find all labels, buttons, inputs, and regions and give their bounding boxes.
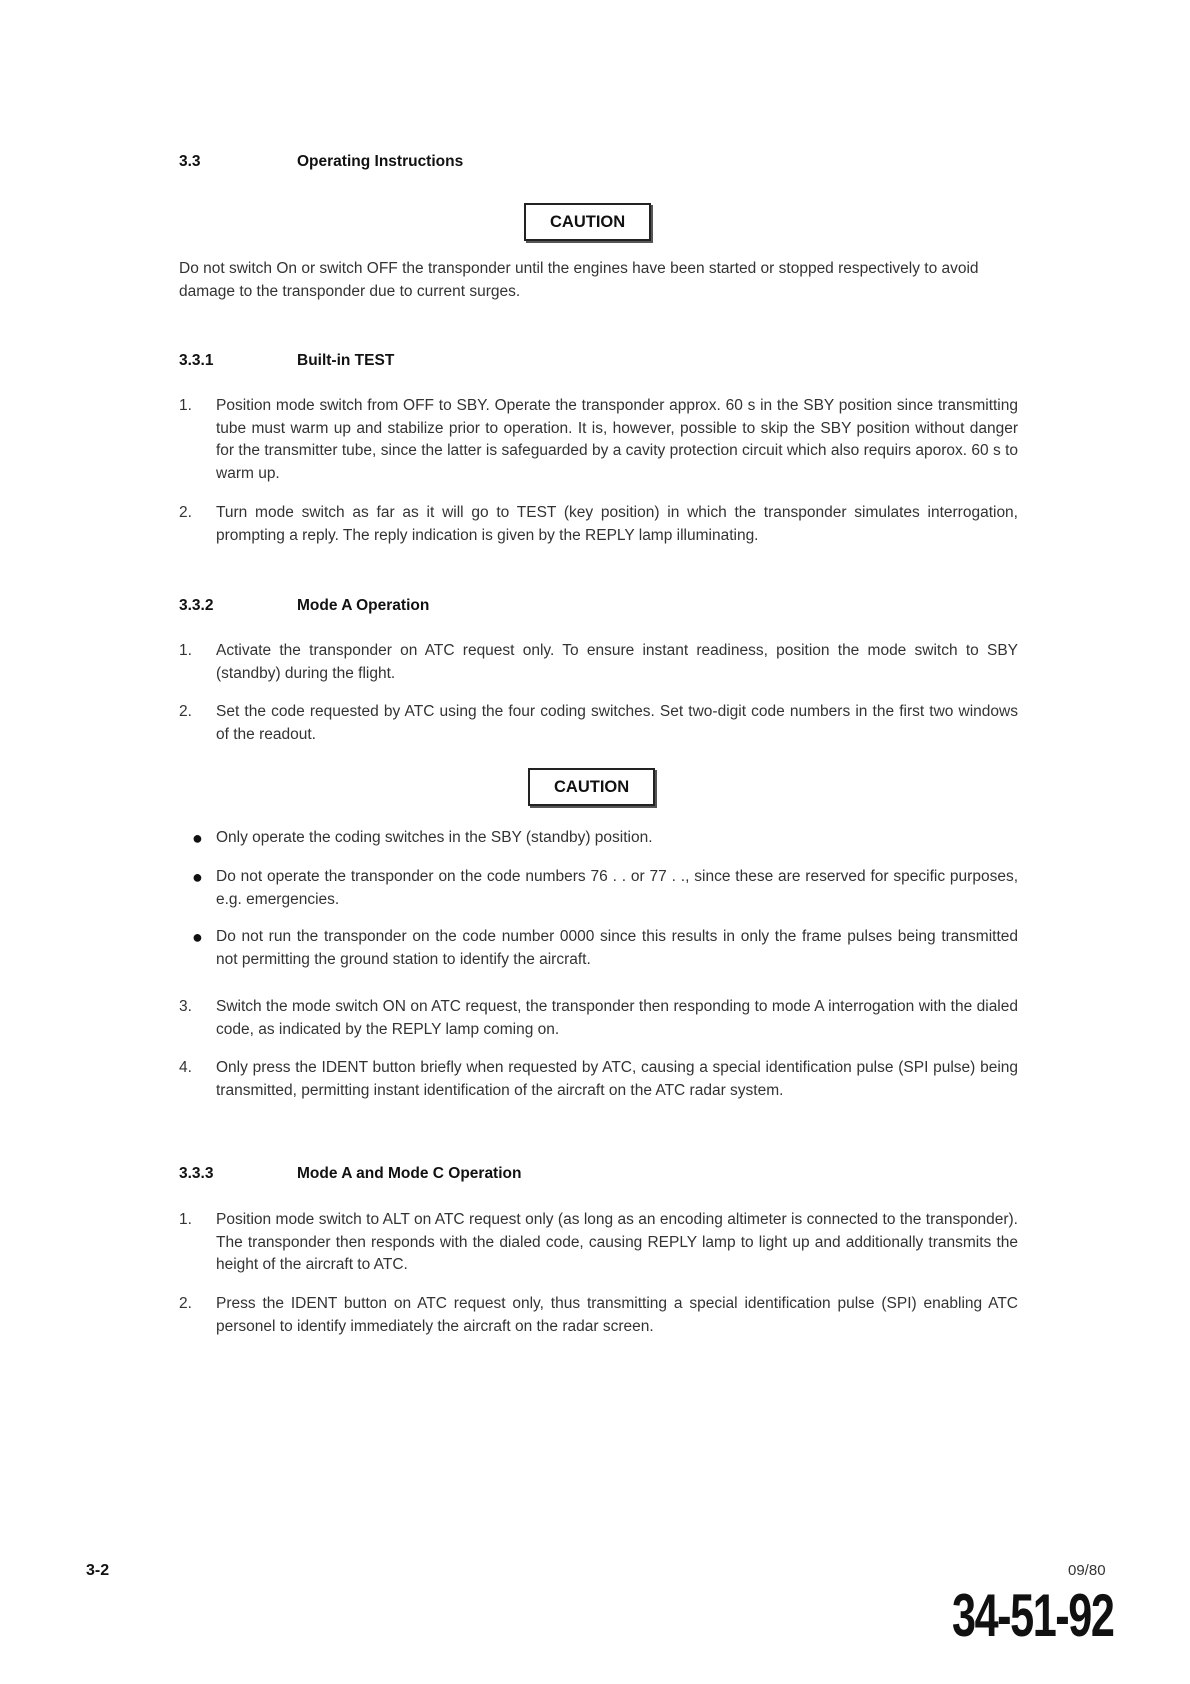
list-text: Activate the transponder on ATC request only. To ensure instant readiness, position the mode switch to SBY (standby) during the flight.: [216, 642, 1018, 682]
list-item: [179, 996, 1018, 1041]
section-number: 3.3.2: [179, 597, 214, 614]
list-text: Only operate the coding switches in the SBY (standby) position.: [216, 829, 653, 846]
list-marker: 1.: [179, 642, 192, 659]
bullet-icon: ●: [192, 828, 203, 848]
document-code: 34-51-92: [952, 1582, 1114, 1649]
list-text: Switch the mode switch ON on ATC request, the transponder then responding to mode A interrogation with the dialed code, as indicated by the REPLY lamp coming on.: [216, 998, 1018, 1038]
list-text: Do not run the transponder on the code number 0000 since this results in only the frame pulses being transmitted not permitting the ground station to identify the aircraft.: [216, 928, 1018, 968]
section-title: Operating Instructions: [297, 153, 464, 170]
page-number: 3-2: [86, 1562, 110, 1579]
list-item: [179, 502, 1018, 547]
list-marker: 1.: [179, 397, 192, 414]
list-item: [179, 395, 1018, 485]
bullet-icon: ●: [192, 867, 203, 887]
list-marker: 3.: [179, 998, 192, 1015]
list-text: Turn mode switch as far as it will go to TEST (key position) in which the transponder simulates interrogation, prompting a reply. The reply indication is given by the REPLY lamp illuminating.: [216, 504, 1018, 544]
list-text: Only press the IDENT button briefly when requested by ATC, causing a special identification pulse (SPI pulse) being transmitted, permitting instant identification of the aircraft on the ATC radar system.: [216, 1059, 1018, 1099]
section-title: Mode A and Mode C Operation: [297, 1165, 522, 1182]
section-title: Mode A Operation: [297, 597, 430, 614]
list-text: Position mode switch to ALT on ATC request only (as long as an encoding altimeter is connected to the transponder). The transponder then responds with the dialed code, causing REPLY lamp to light up and additionally transmits the height of the aircraft to ATC.: [216, 1211, 1018, 1273]
caution-box: CAUTION: [524, 203, 651, 241]
bullet-item: [179, 926, 1018, 971]
caution-paragraph: Do not switch On or switch OFF the transponder until the engines have been started or stopped respectively to avoid damage to the transponder due to current surges.: [179, 260, 979, 300]
list-marker: 4.: [179, 1059, 192, 1076]
list-marker: 1.: [179, 1211, 192, 1228]
section-number: 3.3.3: [179, 1165, 214, 1182]
list-item: [179, 701, 1018, 746]
list-text: Do not operate the transponder on the code numbers 76 . . or 77 . ., since these are reserved for specific purposes, e.g. emergencies.: [216, 868, 1018, 908]
list-text: Press the IDENT button on ATC request only, thus transmitting a special identification pulse (SPI) enabling ATC personel to identify immediately the aircraft on the radar screen.: [216, 1295, 1018, 1335]
list-marker: 2.: [179, 703, 192, 720]
section-heading-3-3: [179, 153, 463, 171]
section-title: Built-in TEST: [297, 352, 395, 369]
section-number: 3.3: [179, 153, 201, 170]
bullet-item: [179, 827, 1018, 850]
caution-box: CAUTION: [528, 768, 655, 806]
list-marker: 2.: [179, 504, 192, 521]
section-heading-3-3-2: [179, 597, 429, 615]
revision-date: 09/80: [1068, 1562, 1106, 1579]
section-heading-3-3-1: [179, 352, 394, 370]
list-item: [179, 1209, 1018, 1277]
list-text: Set the code requested by ATC using the four coding switches. Set two-digit code numbers in the first two windows of the readout.: [216, 703, 1018, 743]
list-text: Position mode switch from OFF to SBY. Operate the transponder approx. 60 s in the SBY position since transmitting tube must warm up and stabilize prior to operation. It is, however, possible to skip the SBY position without danger for the transmitter tube, since the latter is safeguarded by a cavity protection circuit which also requirs aporox. 60 s to warm up.: [216, 397, 1018, 482]
bullet-icon: ●: [192, 927, 203, 947]
section-heading-3-3-3: [179, 1165, 521, 1183]
list-marker: 2.: [179, 1295, 192, 1312]
list-item: [179, 1057, 1018, 1102]
list-item: [179, 1293, 1018, 1338]
section-number: 3.3.1: [179, 352, 214, 369]
bullet-item: [179, 866, 1018, 911]
list-item: [179, 640, 1018, 685]
